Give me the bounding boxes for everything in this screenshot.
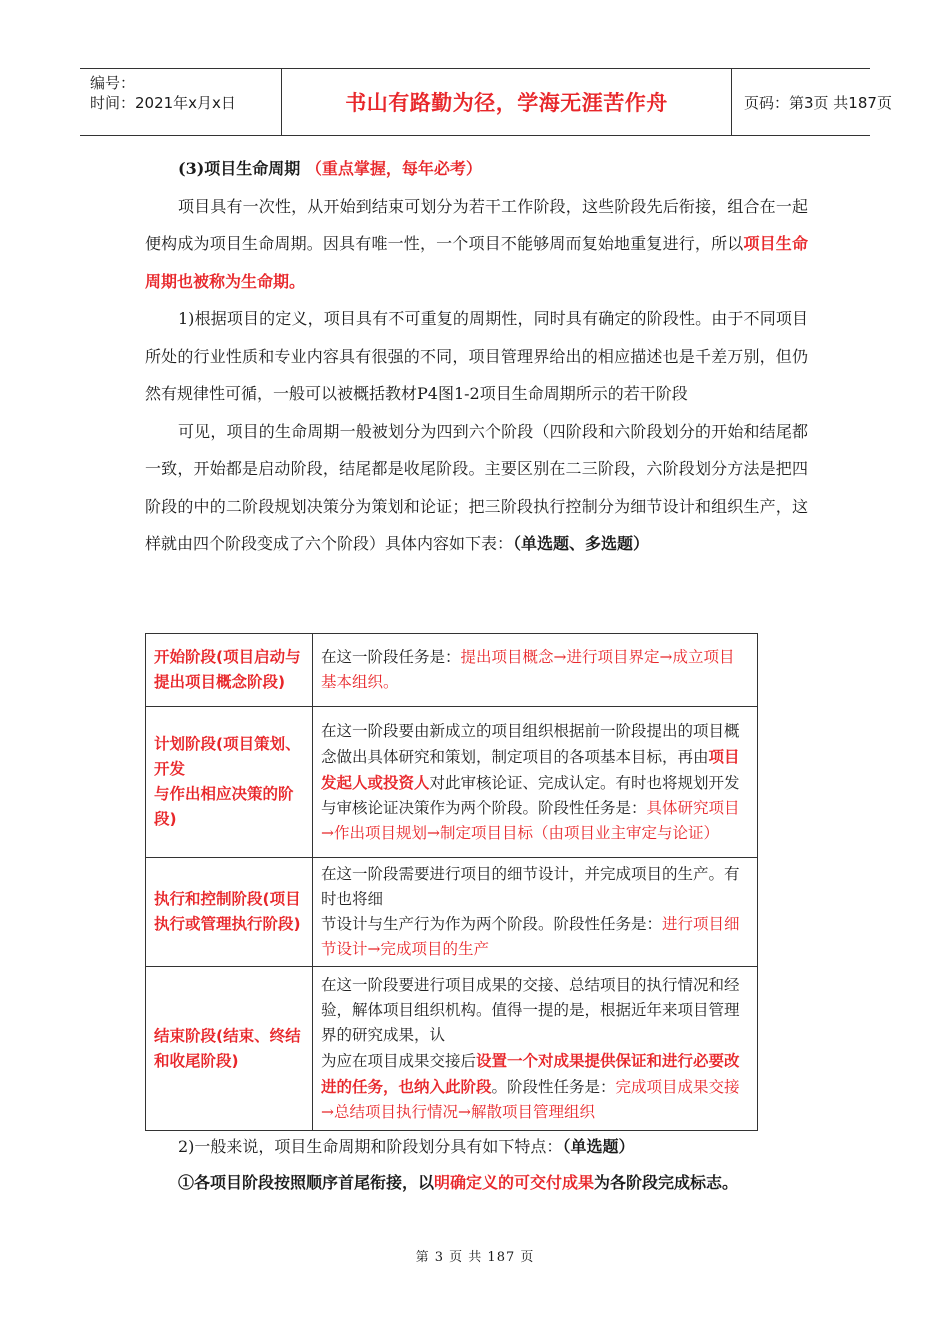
paragraph-4-text: 2)一般来说，项目生命周期和阶段划分具有如下特点：	[178, 1137, 563, 1156]
stage-name: 计划阶段(项目策划、开发	[154, 735, 301, 778]
table-row	[146, 858, 758, 967]
stage-description	[313, 634, 758, 707]
table-row	[146, 634, 758, 707]
description-line	[321, 912, 749, 962]
paragraph-5-text: ①各项目阶段按照顺序首尾衔接，以	[178, 1173, 435, 1192]
description-text: 在这一阶段要由新成立的项目组织根据前一阶段提出的项目概念做出具体研究和策划，制定项目的各项基本目标，再由	[321, 721, 740, 766]
paragraph-5	[145, 1165, 808, 1201]
paragraph-2: 1)根据项目的定义，项目具有不可重复的周期性，同时具有确定的阶段性。由于不同项目所处的行业性质和专业内容具有很强的不同，项目管理界给出的相应描述也是千差万别，但仍然有规律性可循，一般可以被概括教材P4图1-2项目生命周期所示的若干阶段	[145, 309, 808, 403]
description-text: 在这一阶段需要进行项目的细节设计，并完成项目的生产。有时也将细	[321, 865, 740, 908]
description-line	[321, 1048, 749, 1125]
section-title-text: (3)项目生命周期	[178, 159, 301, 178]
header-page-info: 页码：第3页 共187页	[744, 93, 892, 112]
document-body	[145, 150, 808, 563]
stage-description	[313, 967, 758, 1131]
header-meta	[80, 69, 282, 135]
stage-cell	[146, 634, 313, 707]
description-tasks: 具体研究项目→作出项目规划→制定项目目标（由项目业主审定与论证）	[321, 798, 740, 842]
paragraph-3-note: （单选题、多选题）	[513, 534, 650, 553]
stage-cell	[146, 967, 313, 1131]
description-tasks: 进行项目细节设计→完成项目的生产	[321, 915, 740, 958]
header-motto: 书山有路勤为径，学海无涯苦作舟	[345, 90, 668, 115]
page-header	[80, 68, 892, 136]
description-text: 为应在项目成果交接后	[321, 1051, 477, 1070]
paragraph-3-text: 可见，项目的生命周期一般被划分为四到六个阶段（四阶段和六阶段划分的开始和结尾都一致，开始都是启动阶段，结尾都是收尾阶段。主要区别在二三阶段，六阶段划分方法是把四阶段的中的二阶段规划决策分为策划和论证；把三阶段执行控制分为细节设计和组织生产，这样就由四个阶段变成了六个阶段）具体内容如下表：	[145, 421, 808, 553]
paragraph-1	[145, 188, 808, 301]
section-title	[145, 150, 808, 188]
stage-name: 开始阶段(项目启动与	[154, 648, 301, 666]
document-time-label: 时间：2021年x月x日	[90, 94, 236, 112]
stage-description	[313, 707, 758, 858]
stage-name: 与作出相应决策的阶段)	[154, 785, 294, 828]
document-body-continued	[145, 1129, 808, 1201]
stage-cell: 执行和控制阶段(项目执行或管理执行阶段)	[146, 858, 313, 967]
paragraph-5-text: 为各阶段完成标志。	[594, 1173, 739, 1192]
description-text: 在这一阶段任务是：	[321, 648, 461, 666]
stage-name: 提出项目概念阶段)	[154, 673, 286, 691]
table-row	[146, 967, 758, 1131]
description-highlight: 设置一个对成果提供保证和进行必要改进的任务，也纳入此阶段	[321, 1050, 740, 1096]
stage-cell	[146, 707, 313, 858]
description-tasks: 提出项目概念→进行项目界定→成立项目基本组织。	[321, 648, 735, 691]
description-text: 对此审核论证、完成认定。有时也将规划开发与审核论证决策作为两个阶段。阶段性任务是：	[321, 773, 740, 817]
description-text: 节设计与生产行为作为两个阶段。阶段性任务是：	[321, 915, 663, 933]
stage-description	[313, 858, 758, 967]
description-text: 。阶段性任务是：	[491, 1077, 616, 1096]
table-row	[146, 707, 758, 858]
page-footer: 第 3 页 共 187 页	[415, 1250, 535, 1265]
stage-name: 结束阶段(结束、终结	[154, 1026, 301, 1045]
stage-name: 和收尾阶段)	[154, 1051, 239, 1070]
document-number-label: 编号：	[90, 74, 136, 92]
paragraph-4	[145, 1129, 808, 1165]
paragraph-4-note: （单选题）	[562, 1137, 635, 1156]
paragraph-3	[145, 413, 808, 563]
header-motto-cell	[282, 69, 732, 135]
paragraph-5-highlight: 明确定义的可交付成果	[434, 1173, 595, 1192]
description-tasks: 完成项目成果交接→总结项目执行情况→解散项目管理组织	[321, 1077, 740, 1121]
paragraph-1-highlight: 项目生命周期也被称为生命期。	[145, 234, 808, 291]
description-highlight: 项目发起人或投资人	[321, 746, 740, 792]
lifecycle-stages-table	[145, 633, 758, 1131]
section-title-note: （重点掌握，每年必考）	[305, 159, 482, 178]
description-text: 在这一阶段要进行项目成果的交接、总结项目的执行情况和经验，解体项目组织机构。值得一提的是，根据近年来项目管理界的研究成果，认	[321, 975, 740, 1044]
paragraph-1-text: 项目具有一次性，从开始到结束可划分为若干工作阶段，这些阶段先后衔接，组合在一起便构成为项目生命周期。因具有唯一性，一个项目不能够周而复始地重复进行，所以	[145, 196, 808, 253]
